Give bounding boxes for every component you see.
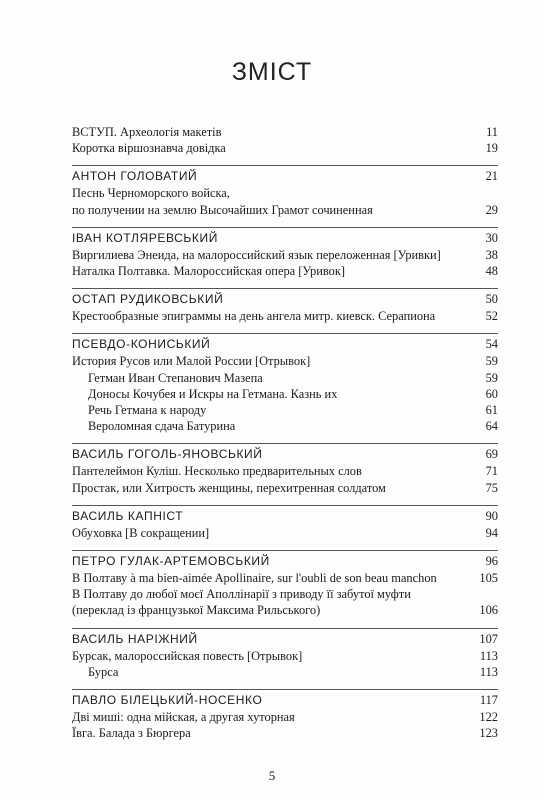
page-ref: 54 [485, 337, 498, 352]
author-name: ВАСИЛЬ ГОГОЛЬ-ЯНОВСЬКИЙ [72, 447, 263, 462]
author-name: ПЕТРО ГУЛАК-АРТЕМОВСЬКИЙ [72, 554, 270, 569]
author-name: ВАСИЛЬ КАПНІСТ [72, 508, 184, 523]
toc-section [72, 628, 498, 680]
toc-entry[interactable] [72, 140, 498, 156]
page-ref: 38 [485, 247, 498, 262]
toc-author-row[interactable] [72, 553, 498, 570]
entry-title: Ївга. Балада з Бюргера [72, 726, 191, 741]
toc-section [72, 227, 498, 279]
page-ref: 60 [485, 386, 498, 401]
page-ref: 59 [485, 354, 498, 369]
entry-title: Доносы Кочубея и Искры на Гетмана. Казнь их [88, 386, 338, 401]
page-ref: 50 [485, 292, 498, 307]
toc-entry[interactable] [72, 664, 498, 680]
toc-section [72, 333, 498, 434]
page-ref: 59 [485, 370, 498, 385]
entry-title: ВСТУП. Археологія макетів [72, 125, 222, 139]
entry-title: Дві миші: одна мійская, а другая хуторная [72, 710, 295, 725]
toc-author-row[interactable] [72, 336, 498, 353]
toc-section [72, 165, 498, 217]
page-ref: 113 [479, 664, 498, 679]
page-ref: 69 [485, 447, 498, 462]
toc-author-row[interactable] [72, 230, 498, 247]
page-ref: 30 [485, 230, 498, 245]
page-ref: 48 [485, 264, 498, 279]
page-ref: 11 [486, 125, 498, 139]
entry-title: Песнь Черноморского войска, [72, 186, 230, 201]
toc-entry[interactable] [72, 353, 498, 369]
page-ref: 106 [479, 603, 498, 618]
toc-entry[interactable] [72, 709, 498, 725]
toc-entry[interactable] [72, 586, 498, 602]
toc-entry[interactable] [72, 308, 498, 324]
entry-title: Крестообразные эпиграммы на день ангела митр. киевск. Серапиона [72, 309, 436, 324]
toc-author-row[interactable] [72, 291, 498, 308]
page-ref: 105 [479, 571, 498, 586]
author-name: ВАСИЛЬ НАРІЖНИЙ [72, 631, 198, 646]
toc-entry[interactable] [72, 648, 498, 664]
page-ref: 52 [485, 309, 498, 324]
entry-title: Наталка Полтавка. Малороссийская опера [Уривок] [72, 264, 345, 279]
toc-entry[interactable] [72, 570, 498, 586]
toc-section [72, 124, 498, 156]
entry-title: Вероломная сдача Батурина [88, 419, 236, 434]
toc-entry[interactable] [72, 725, 498, 741]
entry-title: В Полтаву до любої моєї Аполлінарії з приводу її забутої муфти [72, 587, 411, 602]
entry-title: Обуховка [В сокращении] [72, 525, 210, 540]
page-ref: 94 [485, 525, 498, 540]
page-ref: 113 [479, 648, 498, 663]
entry-title: Бурса [88, 664, 119, 679]
page-ref: 123 [479, 726, 498, 741]
entry-title: Гетман Иван Степанович Мазепа [88, 370, 263, 385]
toc-entry[interactable] [72, 418, 498, 434]
entry-title: (переклад із французької Максима Рильського) [72, 603, 321, 618]
toc-author-row[interactable] [72, 168, 498, 185]
table-of-contents [72, 124, 498, 750]
toc-entry[interactable] [72, 185, 498, 201]
author-name: ПАВЛО БІЛЕЦЬКИЙ-НОСЕНКО [72, 693, 263, 708]
entry-title: Виргилиева Энеида, на малороссийский язык переложенная [Уривки] [72, 247, 441, 262]
page-ref: 96 [485, 554, 498, 569]
entry-title: Бурсак, малороссийская повесть [Отрывок] [72, 648, 303, 663]
toc-entry[interactable] [72, 124, 498, 140]
page-title: ЗМІСТ [231, 58, 313, 86]
page-ref: 21 [485, 169, 498, 184]
toc-entry[interactable] [72, 370, 498, 386]
entry-title: по получении на землю Высочайших Грамот сочиненная [72, 202, 373, 217]
page-ref: 61 [485, 403, 498, 418]
page-ref: 90 [485, 508, 498, 523]
entry-title: Коротка віршознавча довідка [72, 141, 226, 156]
entry-title: История Русов или Малой России [Отрывок] [72, 354, 311, 369]
page-ref: 64 [485, 419, 498, 434]
page-ref: 71 [485, 464, 498, 479]
toc-entry[interactable] [72, 202, 498, 218]
author-name: АНТОН ГОЛОВАТИЙ [72, 169, 198, 184]
toc-entry[interactable] [72, 263, 498, 279]
entry-title: Речь Гетмана к народу [88, 403, 207, 418]
page-ref: 107 [479, 631, 498, 646]
author-name: ПСЕВДО-КОНИСЬКИЙ [72, 337, 211, 352]
toc-entry[interactable] [72, 247, 498, 263]
page-ref: 117 [479, 693, 498, 708]
toc-entry[interactable] [72, 402, 498, 418]
toc-entry[interactable] [72, 386, 498, 402]
page-ref: 29 [485, 202, 498, 217]
toc-author-row[interactable] [72, 631, 498, 648]
toc-section [72, 288, 498, 324]
entry-title: Пантелеймон Куліш. Несколько предварительных слов [72, 464, 362, 479]
entry-title: В Полтаву à ma bien-aimée Apollinaire, sur l'oubli de son beau manchon [72, 571, 437, 586]
author-name: ОСТАП РУДИКОВСЬКИЙ [72, 292, 224, 307]
toc-entry[interactable] [72, 525, 498, 541]
page-ref: 19 [485, 141, 498, 156]
toc-section [72, 505, 498, 541]
page-ref: 122 [479, 710, 498, 725]
author-name: ІВАН КОТЛЯРЕВСЬКИЙ [72, 230, 218, 245]
toc-entry[interactable] [72, 602, 498, 618]
toc-author-row[interactable] [72, 446, 498, 463]
toc-entry[interactable] [72, 480, 498, 496]
toc-author-row[interactable] [72, 692, 498, 709]
entry-title: Простак, или Хитрость женщины, перехитренная солдатом [72, 480, 386, 495]
toc-author-row[interactable] [72, 508, 498, 525]
toc-section [72, 689, 498, 741]
toc-section [72, 443, 498, 495]
page-number: 5 [268, 768, 276, 783]
toc-entry[interactable] [72, 463, 498, 479]
toc-section [72, 550, 498, 619]
page-ref: 75 [485, 480, 498, 495]
